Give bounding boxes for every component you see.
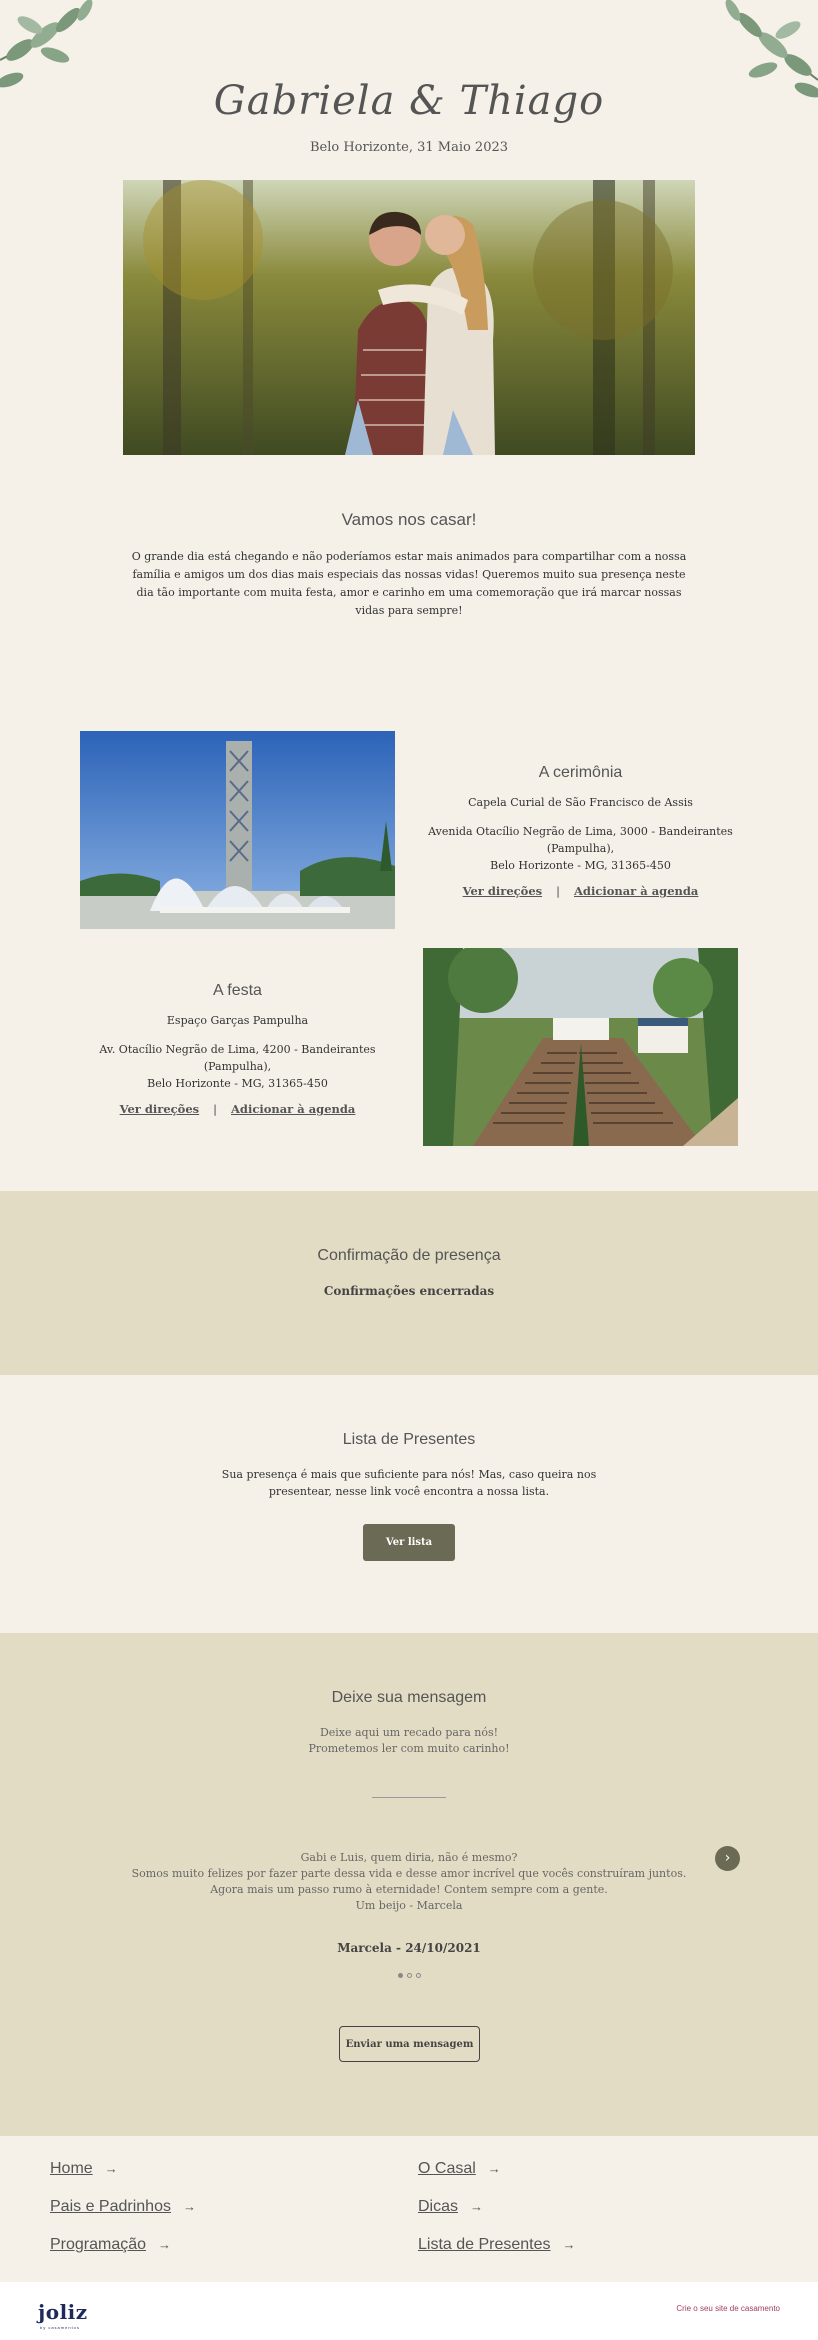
footer-link-label: Dicas [418, 2198, 459, 2215]
link-separator: | [213, 1102, 217, 1116]
footer-link-home[interactable] [50, 2160, 118, 2178]
ceremony-title: A cerimônia [538, 764, 623, 781]
ceremony-add-calendar-link[interactable]: Adicionar à agenda [574, 884, 699, 898]
footer-navigation [0, 2160, 818, 2280]
ceremony-chapel-photo [80, 731, 395, 929]
party-address-line1: Av. Otacílio Negrão de Lima, 4200 - Bandeirantes (Pampulha), [99, 1043, 376, 1073]
ceremony-address-line2: Belo Horizonte - MG, 31365-450 [490, 859, 671, 872]
arrow-right-icon: → [158, 2237, 172, 2252]
carousel-dot[interactable] [398, 1973, 403, 1978]
party-venue: Espaço Garças Pampulha [166, 1014, 309, 1027]
intro-title: Vamos nos casar! [341, 510, 477, 529]
couple-names: Gabriela & Thiago [213, 78, 605, 124]
bottom-bar [0, 2282, 818, 2340]
arrow-right-icon: → [562, 2237, 576, 2252]
arrow-right-icon: → [470, 2199, 484, 2214]
guest-message-line1: Gabi e Luis, quem diria, não é mesmo? [300, 1851, 518, 1864]
guest-message-line3: Um beijo - Marcela [355, 1899, 463, 1912]
footer-link-tips[interactable] [418, 2198, 483, 2216]
gifts-title: Lista de Presentes [342, 1431, 476, 1448]
rsvp-title: Confirmação de presença [317, 1247, 501, 1264]
ceremony-directions-link[interactable]: Ver direções [462, 884, 543, 898]
footer-link-parents-godparents[interactable] [50, 2198, 196, 2216]
footer-link-schedule[interactable] [50, 2236, 171, 2254]
arrow-right-icon: → [104, 2161, 118, 2176]
ceremony-details [423, 764, 738, 898]
couple-photo [123, 180, 695, 455]
footer-link-the-couple[interactable] [418, 2160, 501, 2178]
ceremony-address [423, 823, 738, 874]
messages-subtitle-line1: Deixe aqui um recado para nós! [319, 1726, 499, 1739]
party-details [80, 982, 395, 1116]
arrow-right-icon: → [182, 2199, 196, 2214]
wedding-date-location: Belo Horizonte, 31 Maio 2023 [309, 140, 509, 155]
footer-link-label: Lista de Presentes [418, 2236, 551, 2253]
messages-divider [372, 1797, 446, 1798]
ceremony-venue: Capela Curial de São Francisco de Assis [468, 796, 693, 809]
footer-link-label: Programação [50, 2236, 147, 2253]
view-gift-list-button[interactable]: Ver lista [363, 1524, 455, 1561]
footer-link-label: O Casal [418, 2160, 476, 2177]
messages-subtitle [0, 1725, 818, 1757]
messages-title: Deixe sua mensagem [331, 1689, 487, 1706]
guest-message [115, 1850, 703, 1914]
rsvp-status: Confirmações encerradas [323, 1284, 495, 1298]
footer-link-label: Home [50, 2160, 93, 2177]
guest-message-author: Marcela - 24/10/2021 [337, 1941, 481, 1955]
guest-message-line2: Somos muito felizes por fazer parte dessa vida e desse amor incrível que vocês construíram juntos. Agora mais um passo rumo à eternidade! Contem sempre com a gente. [131, 1867, 687, 1896]
create-wedding-site-link[interactable]: Crie o seu site de casamento [676, 2304, 780, 2313]
party-links [80, 1102, 395, 1116]
carousel-dots [0, 1973, 818, 1978]
rsvp-section [0, 1191, 818, 1375]
party-address [80, 1041, 395, 1092]
party-add-calendar-link[interactable]: Adicionar à agenda [231, 1102, 356, 1116]
party-venue-photo [423, 948, 738, 1146]
chevron-right-icon[interactable]: › [715, 1846, 740, 1871]
party-directions-link[interactable]: Ver direções [119, 1102, 200, 1116]
send-message-button[interactable]: Enviar uma mensagem [339, 2026, 480, 2062]
messages-subtitle-line2: Prometemos ler com muito carinho! [308, 1742, 510, 1755]
link-separator: | [556, 884, 560, 898]
ceremony-address-line1: Avenida Otacílio Negrão de Lima, 3000 - Bandeirantes (Pampulha), [428, 825, 733, 855]
intro-text: O grande dia está chegando e não poderíamos estar mais animados para compartilhar com a nossa família e amigos um dos dias mais especiais das nossas vidas! Queremos muito sua presença neste dia tão importante com muita festa, amor e carinho em uma comemoração que irá marcar nossas vidas para sempre! [131, 550, 687, 617]
gifts-text: Sua presença é mais que suficiente para nós! Mas, caso queira nos presentear, nesse link você encontra a nossa lista. [221, 1468, 597, 1498]
party-title: A festa [213, 982, 262, 999]
arrow-right-icon: → [487, 2161, 501, 2176]
party-address-line2: Belo Horizonte - MG, 31365-450 [147, 1077, 328, 1090]
footer-link-label: Pais e Padrinhos [50, 2198, 171, 2215]
joliz-logo-subtitle: by casamentos [40, 2325, 80, 2330]
carousel-dot[interactable] [407, 1973, 412, 1978]
footer-link-gift-list[interactable] [418, 2236, 576, 2254]
joliz-logo[interactable]: joliz [38, 2300, 88, 2324]
ceremony-links [423, 884, 738, 898]
carousel-dot[interactable] [416, 1973, 421, 1978]
